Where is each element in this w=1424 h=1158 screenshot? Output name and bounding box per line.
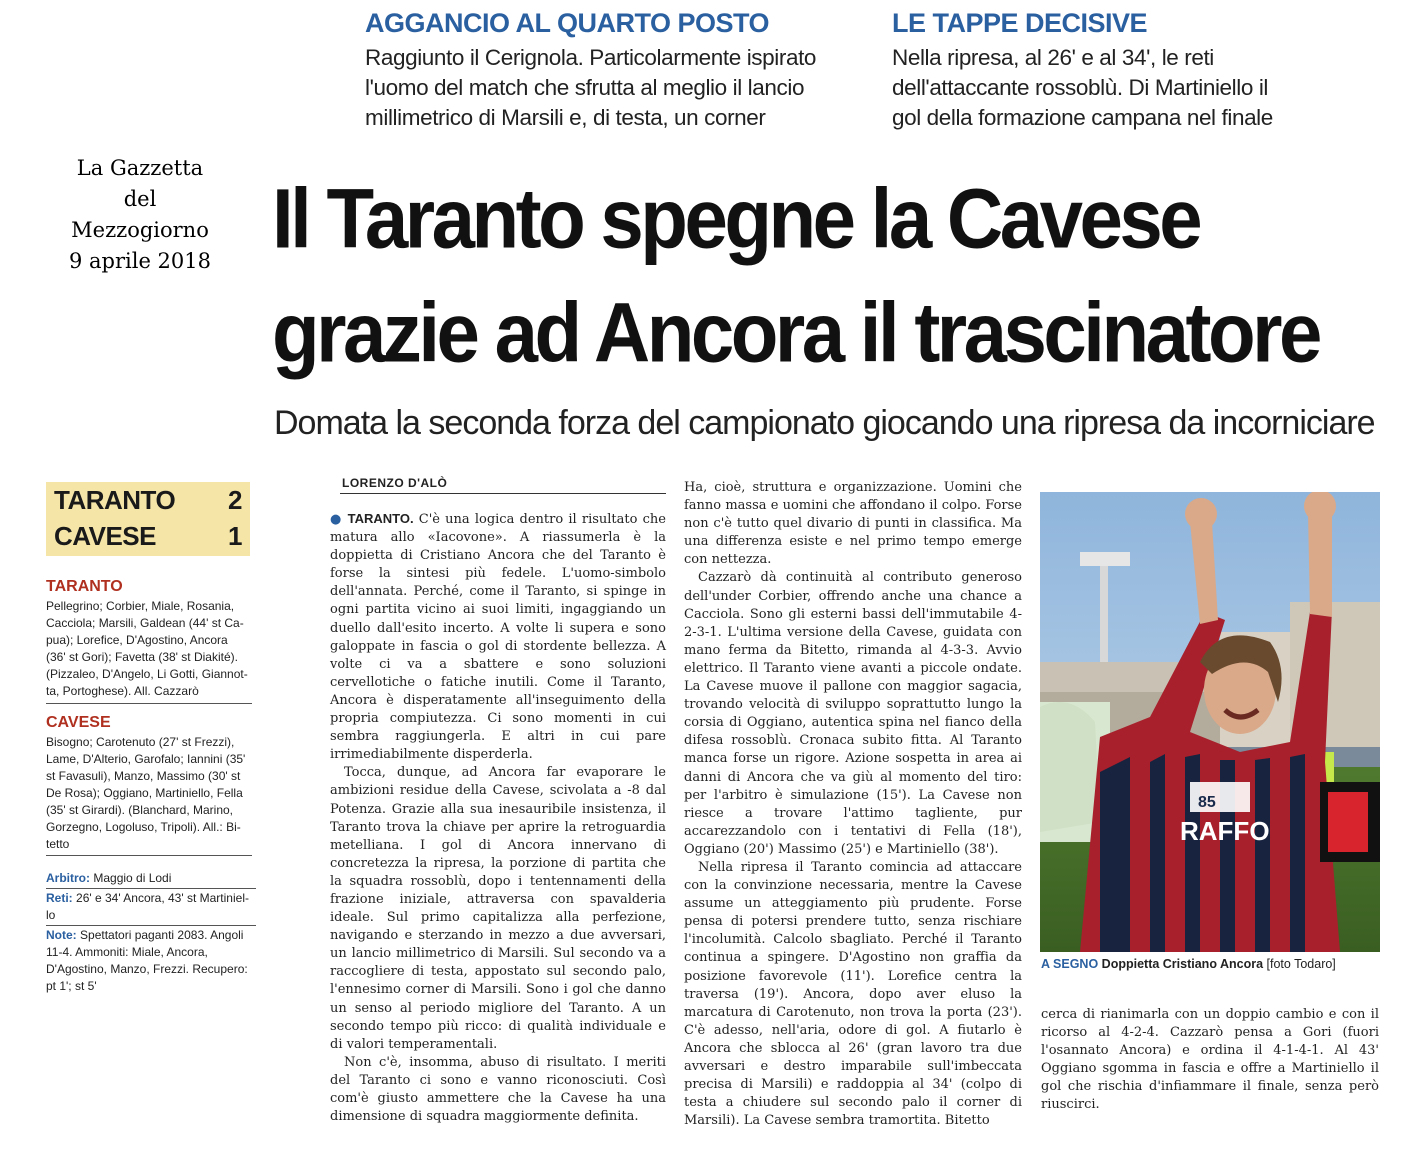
divider bbox=[46, 703, 252, 704]
kicker-right bbox=[892, 8, 1352, 133]
caption-text: Doppietta Cristiano Ancora bbox=[1101, 957, 1264, 971]
score-row bbox=[46, 518, 250, 554]
lineup-text: Pellegrino; Corbier, Miale, Rosania, Cacciola; Marsili, Galdean (44' st Ca- pua); Lorefice, D'Agostino, Ancora (36' st Gori); Favetta (38' st Diakité). (Pizzaleo, D'Angelo, Li Gotti, Giannot- ta, Portoghese). All. Cazzarò bbox=[46, 599, 248, 698]
scoreboard bbox=[46, 482, 250, 556]
kicker-text: Raggiunto il Cerignola. Particolarmente ispirato l'uomo del match che sfrutta al meglio il lancio millimetrico di Marsili e, di testa, un corner bbox=[365, 45, 817, 130]
article-paragraph: ● TARANTO. C'è una logica dentro il risultato che matura allo «Iacovone». A riassumerla è la doppietta di Cristiano Ancora che del Taranto è forse la sintesi più fedele. L'uomo-simbolo dell'annata. Perché, come il Taranto, si spinge in ogni partita vicino ai suoi limiti, ingaggiando un duello dall'esito incerto. A volte li supera e sono galoppate in fascia o gol di stordente bellezza. A volte ci va a sbattere e sono soluzioni cervellotiche o fatiche inutili. Come il Taranto, Ancora è disperatamente all'inseguimento della propria compiutezza. Ci sono momenti in cui sembra raggiungerla. E altri in cui pare irrimediabilmente disperderla. bbox=[330, 511, 666, 763]
lineup-team-label: CAVESE bbox=[46, 714, 111, 731]
article-paragraph: Tocca, dunque, ad Ancora far evaporare le ambizioni residue della Cavese, scivolata a -8 dal Potenza. Grazie alla sua inesauribile insistenza, il Taranto trova la chiave per aprire la retroguardia metelliana. I gol di Ancora innervano di concretezza la ripresa, la porzione di partita che la squadra rossoblù, dopo i tentennamenti della frazione iniziale, attraversa con spavalderia ideale. Sul primo capitalizza alla perfezione, navigando e sterzando in mezzo a due avversari, un lancio millimetrico di Marsili. Sul secondo va a raccogliere di testa, appostato sul secondo palo, l'ennesimo corner di Marsili. Sono i gol che danno un senso al periodo migliore del Taranto. A un secondo tempo più ricco: di qualità individuale e di valori temperamentali. bbox=[330, 765, 666, 1052]
divider bbox=[46, 888, 256, 889]
article-paragraph: Nella ripresa il Taranto comincia ad attaccare con la convinzione necessaria, mentre la Cavese assume un atteggiamento più prudente. Forse pensa di potersi prendere tutto, senza rischiare l'incolumità. Calcolo sbagliato. Perché il Taranto continua a spingere. D'Agostino non graffia da posizione favorevole (11'). Lorefice centra la traversa (19'). Ancora, dopo aver eluso la marcatura di Carotenuto, non trova la porta (23'). C'è adesso, nell'aria, odore di gol. A fiutarlo è Ancora che sblocca al 26' (gran lavoro tra due avversari e destro imparabile sull'imbeccata precisa di Marsili) e raddoppia al 34' (colpo di testa a chiudere sul secondo palo il corner di Marsili). La Cavese sembra tramortita. Bitetto bbox=[684, 859, 1022, 1129]
photo-illustration bbox=[1040, 492, 1380, 952]
divider bbox=[46, 925, 256, 926]
kicker-title: AGGANCIO AL QUARTO POSTO bbox=[365, 8, 770, 38]
headline-line-1: Il Taranto spegne la Cavese bbox=[272, 170, 1200, 266]
article-column-2 bbox=[684, 479, 1022, 1130]
divider bbox=[46, 855, 252, 856]
referee-line: Arbitro: Maggio di Lodi bbox=[46, 871, 172, 885]
goals-line: Reti: 26' e 34' Ancora, 43' st Martiniel- bbox=[46, 891, 249, 905]
caption-lead: A SEGNO bbox=[1041, 957, 1099, 971]
source-label: La Gazzetta del Mezzogiorno 9 aprile 2018 bbox=[68, 156, 212, 273]
jersey-text: RAFFO bbox=[1180, 816, 1270, 846]
match-info: Arbitro: Maggio di Lodi Reti: 26' e 34' Ancora, 43' st Martiniel- lo Note: Spettatori paganti 2083. Angoli 11-4. Ammoniti: Miale, Ancora, D'Agostino, Manzo, Frezzi. Recupero: pt 1'; st 5' bbox=[46, 870, 256, 995]
subheadline: Domata la seconda forza del campionato giocando una ripresa da incorniciare bbox=[274, 404, 1375, 442]
lead-word: TARANTO. bbox=[347, 511, 414, 526]
divider bbox=[340, 493, 666, 494]
team-score: 1 bbox=[228, 520, 242, 551]
photo-caption bbox=[1041, 957, 1336, 971]
svg-text:85: 85 bbox=[1198, 794, 1216, 811]
caption-credit: [foto Todaro] bbox=[1266, 957, 1336, 971]
team-name: CAVESE bbox=[54, 520, 156, 551]
kicker-left bbox=[365, 8, 835, 133]
kicker-text: Nella ripresa, al 26' e al 34', le reti dell'attaccante rossoblù. Di Martiniello il gol della formazione campana nel finale bbox=[892, 45, 1273, 130]
team-score: 2 bbox=[228, 484, 242, 515]
article-column-3 bbox=[1041, 1006, 1379, 1115]
lineup-text: Bisogno; Carotenuto (27' st Frezzi), Lame, D'Alterio, Garofalo; Iannini (35' st Favasuli), Manzo, Massimo (30' st De Rosa); Oggiano, Martiniello, Fella (35' st Girardi). (Blanchard, Marino, Gorzegno, Logoluso, Tripoli). All.: Bi- tetto bbox=[46, 735, 246, 851]
article-column-1 bbox=[330, 510, 666, 1126]
headline-line-2: grazie ad Ancora il trascinatore bbox=[272, 284, 1319, 380]
bullet-icon: ● bbox=[330, 512, 343, 527]
article-paragraph: Cazzarò dà continuità al contributo generoso dell'under Corbier, offrendo anche una chance a Cacciola. Sono gli esterni bassi dell'immutabile 4-2-3-1. L'ultima versione della Cavese, guidata con mano ferma da Bitetto, rimanda al 4-3-3. Avvio elettrico. Il Taranto viene avanti a piccole ondate. La Cavese muove il pallone con maggior sagacia, trovando velocità di sviluppo soprattutto lungo la corsia di Oggiano, autentica spina nel fianco della difesa rossoblù. Cronaca subito fitta. Al Taranto manca forse un rigore. Azione sospetta in area ai danni di Ancora che va giù al momento del tiro: per l'arbitro è simulazione (15'). La Cavese non riesce a trovare l'attimo tagliente, pur accarezzandolo con i tentativi di Fella (18'), Oggiano (20') Massimo (25') e Martiniello (38'). bbox=[684, 570, 1022, 857]
article-paragraph: Non c'è, insomma, abuso di risultato. I meriti del Taranto ci sono e vanno riconosciuti. Così com'è giusto ammettere che la Cavese ha una dimensione di squadra maggiormente definita. bbox=[330, 1054, 666, 1125]
score-row bbox=[46, 482, 250, 518]
lineup-cavese bbox=[46, 714, 256, 853]
team-name: TARANTO bbox=[54, 484, 176, 515]
article-paragraph: cerca di rianimarla con un doppio cambio e con il ricorso al 4-2-4. Cazzarò pensa a Gori (fuori l'osannato Ancora) e ordina il 4-1-4-1. Al 43' Oggiano sgomma in fascia e offre a Martiniello il gol che rischia d'infiammare il finale, senza però riuscirci. bbox=[1041, 1007, 1379, 1113]
byline: LORENZO D'ALÒ bbox=[342, 476, 448, 490]
lineup-team-label: TARANTO bbox=[46, 578, 123, 595]
article-paragraph: Ha, cioè, struttura e organizzazione. Uomini che fanno massa e uomini che affondano il colpo. Forse non c'è tutto quel divario di punti in classifica. Ma una differenza esiste e nel primo tempo emerge con nettezza. bbox=[684, 480, 1022, 568]
lineup-taranto bbox=[46, 578, 256, 700]
notes-line: Note: Spettatori paganti 2083. Angoli bbox=[46, 928, 244, 942]
player-photo bbox=[1040, 492, 1380, 952]
kicker-title: LE TAPPE DECISIVE bbox=[892, 8, 1148, 38]
